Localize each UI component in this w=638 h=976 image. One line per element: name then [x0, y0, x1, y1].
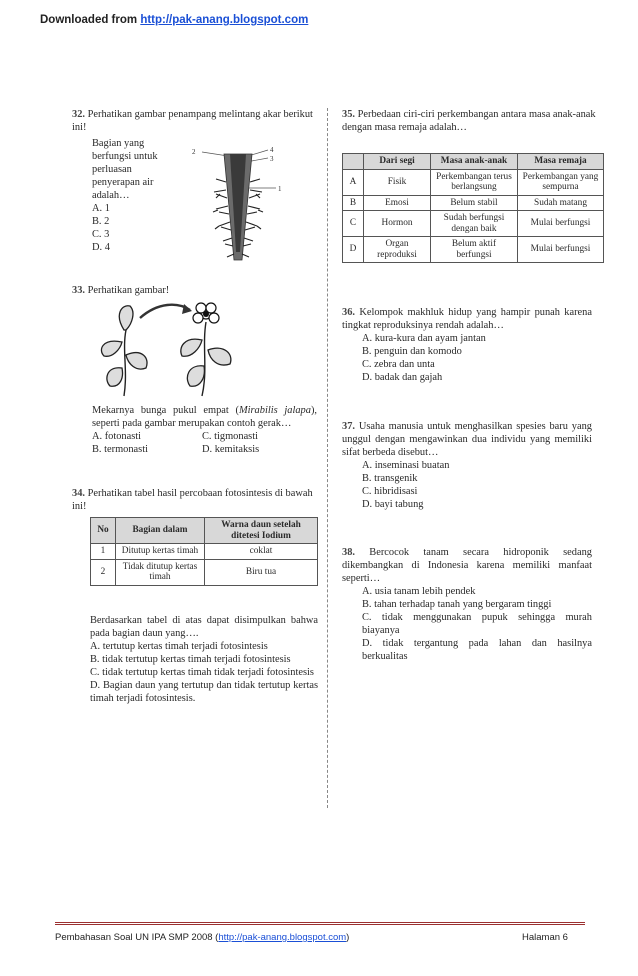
question-stem: Perhatikan gambar penampang melintang akar berikut ini! — [72, 109, 313, 133]
option-d[interactable]: D. Bagian daun yang tertutup dan tidak tertutup kertas timah terjadi fotosintesis. — [90, 680, 318, 704]
question-33-text: Mekarnya bunga pukul empat (Mirabilis jalapa), seperti pada gambar merupakan contoh gerak… A. fotonasti C. tigmonasti B. termonasti D. kemitaksis — [92, 405, 317, 455]
download-header: Downloaded from http://pak-anang.blogspot.com — [40, 14, 309, 26]
option-d[interactable]: D. badak dan gajah — [362, 372, 443, 383]
option-d[interactable]: D. 4 — [92, 242, 110, 253]
table-row: 1 Ditutup kertas timah coklat — [91, 544, 318, 560]
question-38: 38. Bercocok tanam secara hidroponik sedang dikembangkan di Indonesia karena memiliki manfaat seperti… A. usia tanam lebih pendek B. tahan terhadap tanah yang bergaram tinggi C. tidak menggunakan pupuk sehingga murah biayanya D. tidak tergantung pada lahan dan hasilnya berkualitas — [342, 547, 592, 662]
option-a[interactable]: A. kura-kura dan ayam jantan — [362, 333, 486, 344]
header-link[interactable]: http://pak-anang.blogspot.com — [140, 14, 309, 26]
table-row: 2 Tidak ditutup kertas timah Biru tua — [91, 559, 318, 585]
photosynthesis-table: No Bagian dalam Warna daun setelah ditetesi Iodium 1 Ditutup kertas timah coklat 2 Tidak ditutup kertas timah Biru tua — [90, 517, 318, 586]
development-table: Dari segi Masa anak-anak Masa remaja A Fisik Perkembangan terus berlangsung Perkembangan yang sempurna B Emosi Belum stabil Sudah matang C Hormon Sudah berfungsi dengan baik Mulai berfungsi D Organ reproduksi Belum aktif berfungsi Mulai berfungsi — [342, 153, 604, 263]
mirabilis-flower-image — [92, 300, 242, 400]
option-c[interactable]: C. tidak tertutup kertas timah tidak terjadi fotosintesis — [90, 667, 314, 678]
svg-text:4: 4 — [270, 146, 274, 154]
option-b[interactable]: B. transgenik — [362, 473, 418, 484]
question-33: 33. Perhatikan gambar! — [72, 285, 170, 296]
footer-text: Pembahasan Soal UN IPA SMP 2008 (http://pak-anang.blogspot.com) — [55, 932, 350, 943]
option-c[interactable]: C. 3 — [92, 229, 110, 240]
question-32: 32. Perhatikan gambar penampang melintang akar berikut ini! Bagian yang berfungsi untuk perluasan penyerapan air adalah… A. 1 B. 2 C. 3 D. 4 — [72, 109, 313, 253]
svg-text:3: 3 — [270, 155, 274, 163]
table-row: B Emosi Belum stabil Sudah matang — [343, 195, 604, 211]
option-a[interactable]: A. fotonasti — [92, 431, 142, 442]
svg-text:2: 2 — [192, 148, 196, 156]
column-divider — [327, 108, 328, 808]
table-row: A Fisik Perkembangan terus berlangsung Perkembangan yang sempurna — [343, 169, 604, 195]
option-a[interactable]: A. inseminasi buatan — [362, 460, 450, 471]
option-a[interactable]: A. 1 — [92, 203, 110, 214]
option-b[interactable]: B. tahan terhadap tanah yang bergaram tinggi — [362, 599, 552, 610]
option-c[interactable]: C. tigmonasti — [202, 431, 258, 442]
footer-link[interactable]: http://pak-anang.blogspot.com — [218, 932, 347, 943]
svg-text:1: 1 — [278, 185, 282, 193]
table-row: C Hormon Sudah berfungsi dengan baik Mulai berfungsi — [343, 211, 604, 237]
option-b[interactable]: B. tidak tertutup kertas timah terjadi fotosintesis — [90, 654, 291, 665]
option-b[interactable]: B. termonasti — [92, 444, 148, 455]
root-cross-section-image — [190, 142, 285, 274]
question-34: 34. Perhatikan tabel hasil percobaan fotosintesis di bawah ini! — [72, 488, 313, 512]
question-37: 37. Usaha manusia untuk menghasilkan spesies baru yang unggul dengan mengawinkan dua individu yang memiliki sifat berbeda disebut… A. inseminasi buatan B. transgenik C. hibridisasi D. bayi tabung — [342, 421, 592, 510]
option-c[interactable]: C. zebra dan unta — [362, 359, 435, 370]
question-36: 36. Kelompok makhluk hidup yang hampir punah karena tingkat reproduksinya rendah adalah… A. kura-kura dan ayam jantan B. penguin dan komodo C. zebra dan unta D. badak dan gajah — [342, 307, 592, 383]
page-number: Halaman 6 — [522, 932, 568, 943]
option-c[interactable]: C. tidak menggunakan pupuk sehingga murah biayanya — [362, 612, 592, 636]
option-a[interactable]: A. tertutup kertas timah terjadi fotosintesis — [90, 641, 268, 652]
footer-rule — [55, 922, 585, 925]
question-34-text: Berdasarkan tabel di atas dapat disimpulkan bahwa pada bagian daun yang…. A. tertutup kertas timah terjadi fotosintesis B. tidak tertutup kertas timah terjadi fotosintesis C. tidak tertutup kertas timah tidak terjadi fotosintesis D. Bagian daun yang tertutup dan tidak tertutup kertas timah terjadi fotosintesis. — [90, 615, 318, 704]
option-c[interactable]: C. hibridisasi — [362, 486, 418, 497]
table-row: D Organ reproduksi Belum aktif berfungsi Mulai berfungsi — [343, 237, 604, 263]
question-35: 35. Perbedaan ciri-ciri perkembangan antara masa anak-anak dengan masa remaja adalah… — [342, 109, 596, 133]
option-d[interactable]: D. tidak tergantung pada lahan dan hasilnya berkualitas — [362, 638, 592, 662]
option-a[interactable]: A. usia tanam lebih pendek — [362, 586, 476, 597]
option-d[interactable]: D. bayi tabung — [362, 499, 424, 510]
option-d[interactable]: D. kemitaksis — [202, 444, 260, 455]
option-b[interactable]: B. penguin dan komodo — [362, 346, 462, 357]
option-b[interactable]: B. 2 — [92, 216, 110, 227]
